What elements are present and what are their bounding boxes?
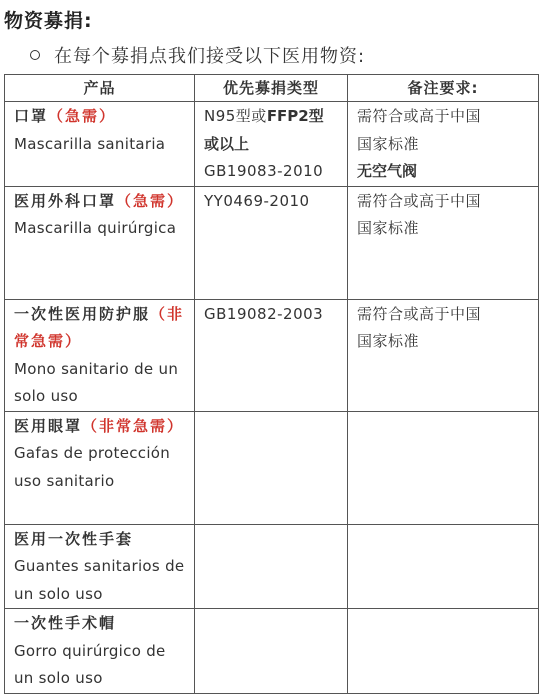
table-row [5, 299, 539, 411]
product-cell [5, 609, 195, 694]
notes-cell [348, 102, 539, 187]
priority-type-cell [195, 186, 348, 299]
product-name-zh: 医用外科口罩 [14, 191, 117, 210]
type-text: N95型或 [204, 107, 267, 125]
product-name-zh: 口罩 [14, 107, 49, 125]
urgency-label: （急需） [48, 107, 117, 125]
product-cell [5, 524, 195, 609]
product-cell [5, 411, 195, 524]
product-name-zh: 一次性医用防护服 [14, 304, 151, 323]
product-name-zh: 一次性手术帽 [14, 614, 117, 632]
donation-table [4, 74, 539, 694]
product-name-es: Gorro quirúrgico de un solo uso [14, 641, 166, 687]
product-cell [5, 102, 195, 187]
priority-type-cell [195, 299, 348, 411]
urgency-label: （急需） [116, 191, 185, 210]
product-name-es: Mascarilla sanitaria [14, 134, 166, 153]
table-row [5, 411, 539, 524]
product-cell [5, 299, 195, 411]
notes-cell [348, 411, 539, 524]
table-row [5, 102, 539, 187]
notes-cell [348, 609, 539, 694]
product-name-es: Gafas de protección uso sanitario [14, 444, 171, 490]
page-heading: 物资募捐: [4, 10, 93, 32]
priority-type-cell [195, 524, 348, 609]
note-text: 需符合或高于中国 [357, 304, 482, 323]
priority-type-cell [195, 102, 348, 187]
table-row [5, 524, 539, 609]
bullet-text: 在每个募捐点我们接受以下医用物资: [54, 46, 366, 67]
notes-cell [348, 524, 539, 609]
note-text: 国家标准 [357, 134, 420, 153]
product-name-es: Mascarilla quirúrgica [14, 219, 177, 237]
note-text-bold: 无空气阀 [357, 162, 418, 180]
urgency-label: （非常急需） [82, 416, 185, 435]
note-text: 国家标准 [357, 219, 420, 237]
header-notes: 备注要求: [348, 75, 539, 102]
product-name-es: Guantes sanitarios de un solo uso [14, 557, 185, 603]
table-header-row [5, 75, 539, 102]
type-text-bold: 或以上 [204, 134, 250, 153]
table-row [5, 609, 539, 694]
product-name-zh: 医用眼罩 [14, 416, 83, 435]
header-product: 产品 [5, 75, 195, 102]
standard-code: GB19082-2003 [204, 304, 324, 323]
note-text: 国家标准 [357, 332, 420, 350]
priority-type-cell [195, 411, 348, 524]
notes-cell [348, 299, 539, 411]
header-priority-type: 优先募捐类型 [195, 75, 348, 102]
notes-cell [348, 186, 539, 299]
product-name-zh: 医用一次性手套 [14, 529, 134, 548]
urgency-label: （非常急需） [14, 304, 185, 350]
bullet-circle-icon [30, 50, 40, 60]
standard-code: GB19083-2010 [204, 162, 324, 180]
product-cell [5, 186, 195, 299]
type-text-bold: FFP2型 [266, 107, 324, 125]
note-text: 需符合或高于中国 [357, 191, 482, 210]
bullet-item [30, 42, 365, 68]
table-row [5, 186, 539, 299]
product-name-es: Mono sanitario de un solo uso [14, 359, 179, 405]
priority-type-cell [195, 609, 348, 694]
standard-code: YY0469-2010 [204, 191, 310, 210]
note-text: 需符合或高于中国 [357, 107, 482, 125]
